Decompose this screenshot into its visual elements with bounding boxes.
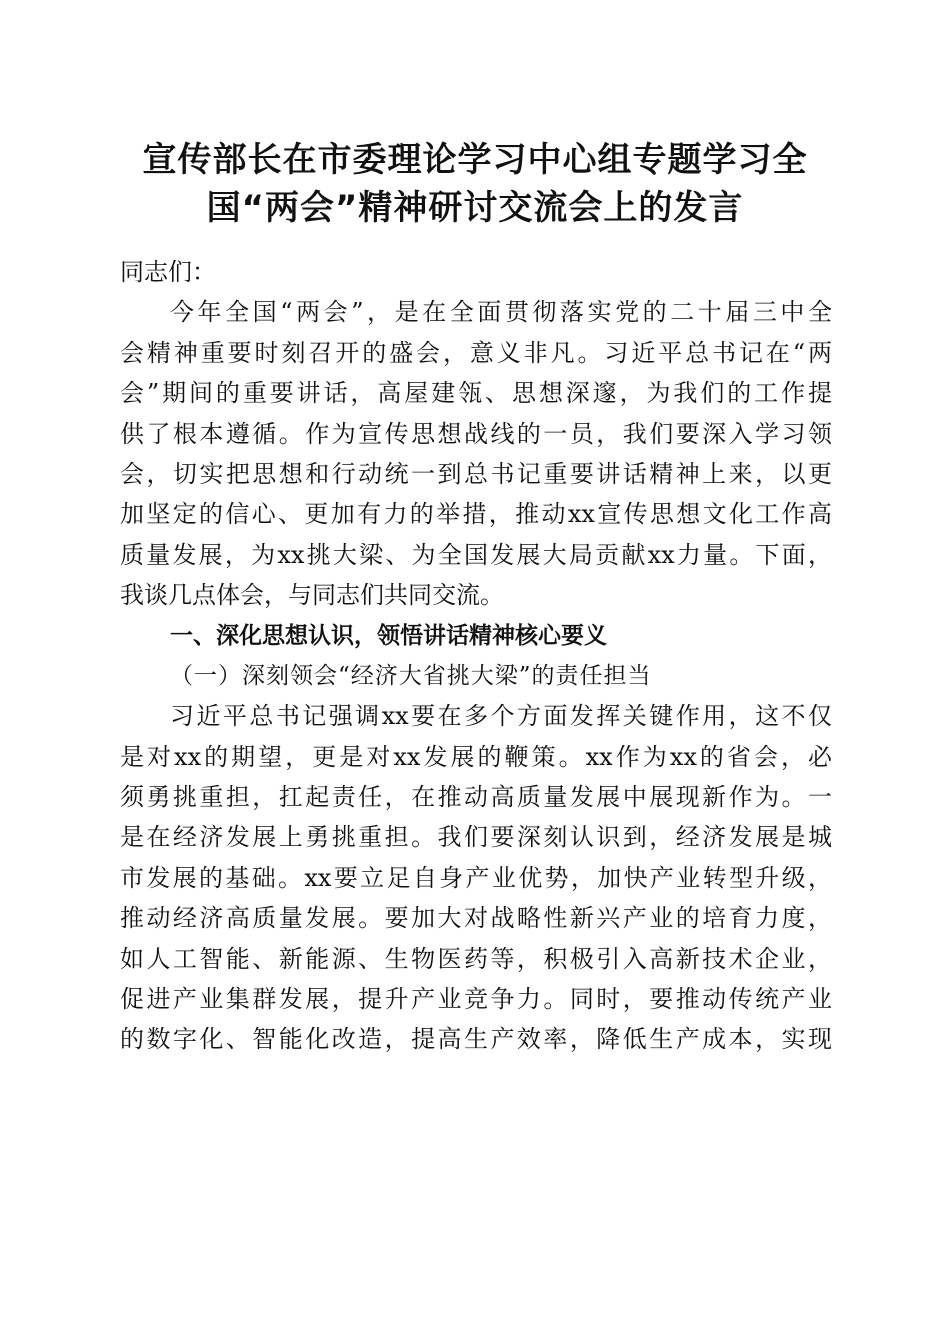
paragraph-line: 加坚定的信心、更加有力的举措，推动xx宣传思想文化工作高	[120, 500, 832, 529]
paragraph-line: 是在经济发展上勇挑重担。我们要深刻认识到，经济发展是城	[120, 823, 832, 852]
paragraph-line: 推动经济高质量发展。要加大对战略性新兴产业的培育力度，	[120, 904, 832, 933]
paragraph-line: 习近平总书记强调xx要在多个方面发挥关键作用，这不仅	[170, 702, 832, 731]
title-line-1: 宣传部长在市委理论学习中心组专题学习全	[142, 140, 808, 180]
document-body	[120, 252, 832, 1060]
paragraph-line: 今年全国“两会”，是在全面贯彻落实党的二十届三中全	[170, 298, 832, 327]
paragraph-line: 会”期间的重要讲话，高屋建瓴、思想深邃，为我们的工作提	[120, 379, 832, 408]
paragraph-line: 质量发展，为xx挑大梁、为全国发展大局贡献xx力量。下面，	[120, 540, 832, 569]
title-line-2: 国“两会”精神研讨交流会上的发言	[206, 188, 744, 228]
paragraph-line: 市发展的基础。xx要立足自身产业优势，加快产业转型升级，	[120, 863, 832, 892]
section-heading: 一、深化思想认识，领悟讲话精神核心要义	[170, 622, 607, 649]
subsection-heading: （一）深刻领会“经济大省挑大梁”的责任担当	[170, 662, 652, 689]
paragraph-line: 的数字化、智能化改造，提高生产效率，降低生产成本，实现	[120, 1025, 832, 1054]
paragraph-line: 供了根本遵循。作为宣传思想战线的一员，我们要深入学习领	[120, 419, 832, 448]
paragraph-line: 须勇挑重担，扛起责任，在推动高质量发展中展现新作为。一	[120, 783, 832, 812]
paragraph-line: 如人工智能、新能源、生物医药等，积极引入高新技术企业，	[120, 944, 832, 973]
paragraph-line: 会，切实把思想和行动统一到总书记重要讲话精神上来，以更	[120, 459, 832, 488]
salutation: 同志们：	[120, 258, 216, 286]
paragraph-line: 会精神重要时刻召开的盛会，意义非凡。习近平总书记在“两	[120, 338, 832, 367]
document-title	[95, 136, 855, 232]
paragraph-line: 促进产业集群发展，提升产业竞争力。同时，要推动传统产业	[120, 985, 832, 1014]
paragraph-line: 是对xx的期望，更是对xx发展的鞭策。xx作为xx的省会，必	[120, 742, 832, 771]
paragraph-line: 我谈几点体会，与同志们共同交流。	[120, 581, 504, 610]
